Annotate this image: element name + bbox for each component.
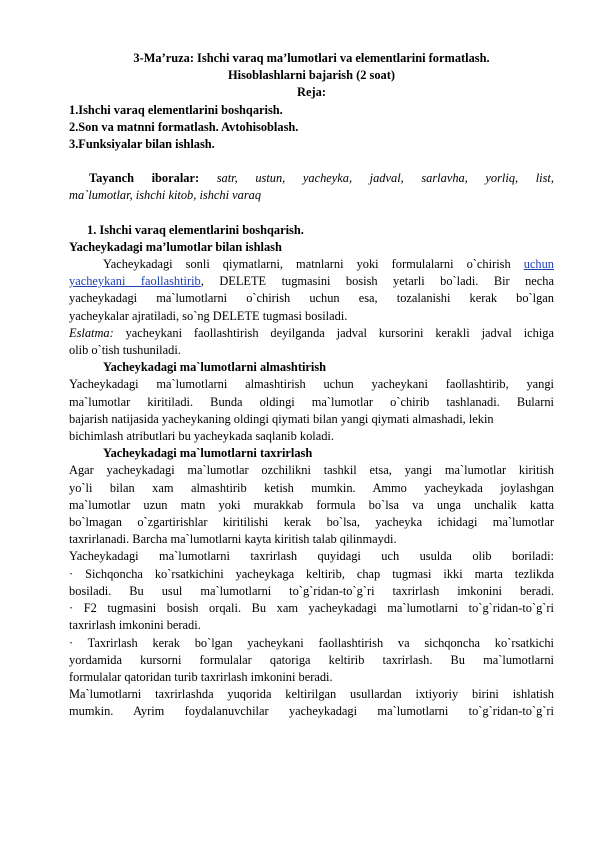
lecture-subtitle: Hisoblashlarni bajarish (2 soat) bbox=[228, 68, 395, 83]
replace-line-2: ma`lumotlar kiritiladi. Bunda oldingi ma`lumotlar o`chirib tashlanadi. Bularni bbox=[69, 394, 554, 409]
note-line-2: olib o`tish tushuniladi. bbox=[69, 343, 181, 358]
ways-line-7: yordamida kursorni formulalar qatoriga keltirib taxrirlash. Bu ma`lumotlarni bbox=[69, 652, 554, 667]
keywords-line-2: ma`lumotlar, ishchi kitob, ishchi varaq bbox=[69, 188, 262, 203]
subheading-data: Yacheykadagi ma’lumotlar bilan ishlash bbox=[69, 239, 282, 254]
ways-line-1: Yacheykadagi ma`lumotlarni taxrirlash quyidagi uch usulda olib boriladi: bbox=[69, 549, 554, 564]
ways-line-3: bosiladi. Bu usul ma`lumotlarni to`g`ridan-to`g`ri taxrirlash imkonini beradi. bbox=[69, 583, 554, 598]
ways-line-8: formulalar qatoridan turib taxrirlash imkonini beradi. bbox=[69, 669, 333, 684]
keywords-line-1 bbox=[69, 170, 554, 187]
ways-line-6: · Taxrirlash kerak bo`lgan yacheykani faollashtirish va sichqoncha ko`rsatkichi bbox=[69, 635, 554, 650]
link-uchun[interactable]: uchun bbox=[523, 257, 554, 272]
ways-line-2: · Sichqoncha ko`rsatkichini yacheykaga keltirib, chap tugmasi ikki marta tezlikda bbox=[69, 566, 554, 581]
final-line-1: Ma`lumotlarni taxrirlashda yuqorida keltirilgan usullardan ixtiyoriy birini ishlatish bbox=[69, 687, 554, 702]
replace-line-4: bichimlash atributlari bu yacheykada saqlanib koladi. bbox=[69, 429, 334, 444]
paragraph-1-line-3: yacheykadagi ma`lumotlarni o`chirish uchun esa, tozalanishi kerak bo`lgan bbox=[69, 291, 554, 306]
ways-line-4: · F2 tugmasini bosish orqali. Bu xam yacheykadagi ma`lumotlarni to`g`ridan-to`g`ri bbox=[69, 601, 554, 616]
edit-line-2: yo`li bilan xam almashtirib ketish mumkin. Ammo yacheykada joylashgan bbox=[69, 480, 554, 495]
paragraph-1-line-1: Yacheykadagi sonli qiymatlarni, matnlarni yoki formulalarni o`chirish uchun bbox=[103, 257, 554, 272]
spacer bbox=[69, 205, 554, 222]
lecture-title: 3-Ma’ruza: Ishchi varaq ma’lumotlari va elementlarini formatlash. bbox=[133, 51, 490, 65]
final-line-2: mumkin. Ayrim foydalanuvchilar yacheykadagi ma`lumotlarni to`g`ridan-to`g`ri bbox=[69, 704, 554, 719]
keywords-label: Tayanch iboralar: bbox=[89, 171, 200, 186]
paragraph-1-line-4: yacheykalar ajratiladi, so`ng DELETE tugmasi bosiladi. bbox=[69, 308, 348, 323]
ways-line-5: taxrirlash imkonini beradi. bbox=[69, 618, 201, 633]
note-line-1: Eslatma: yacheykani faollashtirish deyilganda jadval kursorini kerakli jadval ichiga bbox=[69, 325, 554, 340]
replace-line-3: bajarish natijasida yacheykaning oldingi qiymati bilan yangi qiymati almashadi, lekin bbox=[69, 411, 494, 426]
paragraph-1-line-2: yacheykani faollashtirib, DELETE tugmasini bosish yetarli bo`ladi. Bir necha bbox=[69, 274, 555, 289]
edit-line-4: bo`lmagan o`zgartirishlar kiritilishi kerak bo`lsa, yacheyka ichidagi ma`lumotlar bbox=[69, 515, 554, 530]
document-page bbox=[69, 50, 554, 721]
link-yacheykani[interactable]: yacheykani faollashtirib bbox=[69, 274, 201, 289]
subheading-replace: Yacheykadagi ma`lumotlarni almashtirish bbox=[103, 360, 327, 375]
edit-line-1: Agar yacheykadagi ma`lumotlar ozchilikni tashkil etsa, yangi ma`lumotlar kiritish bbox=[69, 463, 554, 478]
subheading-edit: Yacheykadagi ma`lumotlarni taxrirlash bbox=[103, 446, 313, 461]
edit-line-5: taxrirlanadi. Barcha ma`lumotlarni kayta kiritish talab qilinmaydi. bbox=[69, 532, 397, 547]
plan-item-1: 1.Ishchi varaq elementlarini boshqarish. bbox=[69, 102, 283, 117]
spacer bbox=[69, 153, 554, 170]
plan-heading: Reja: bbox=[297, 85, 326, 100]
edit-line-3: ma`lumotlar uzun matn yoki murakkab formula bo`lsa va unga unchalik katta bbox=[69, 497, 554, 512]
replace-line-1: Yacheykadagi ma`lumotlarni almashtirish uchun yacheykani faollashtirib, yangi bbox=[69, 377, 554, 392]
plan-item-2: 2.Son va matnni formatlash. Avtohisoblash. bbox=[69, 119, 299, 134]
note-label: Eslatma: bbox=[69, 325, 114, 340]
keywords-text-1: satr, ustun, yacheyka, jadval, sarlavha, yorliq, list, bbox=[216, 171, 554, 186]
section-heading: 1. Ishchi varaq elementlarini boshqarish. bbox=[87, 222, 304, 237]
plan-item-3: 3.Funksiyalar bilan ishlash. bbox=[69, 137, 215, 152]
